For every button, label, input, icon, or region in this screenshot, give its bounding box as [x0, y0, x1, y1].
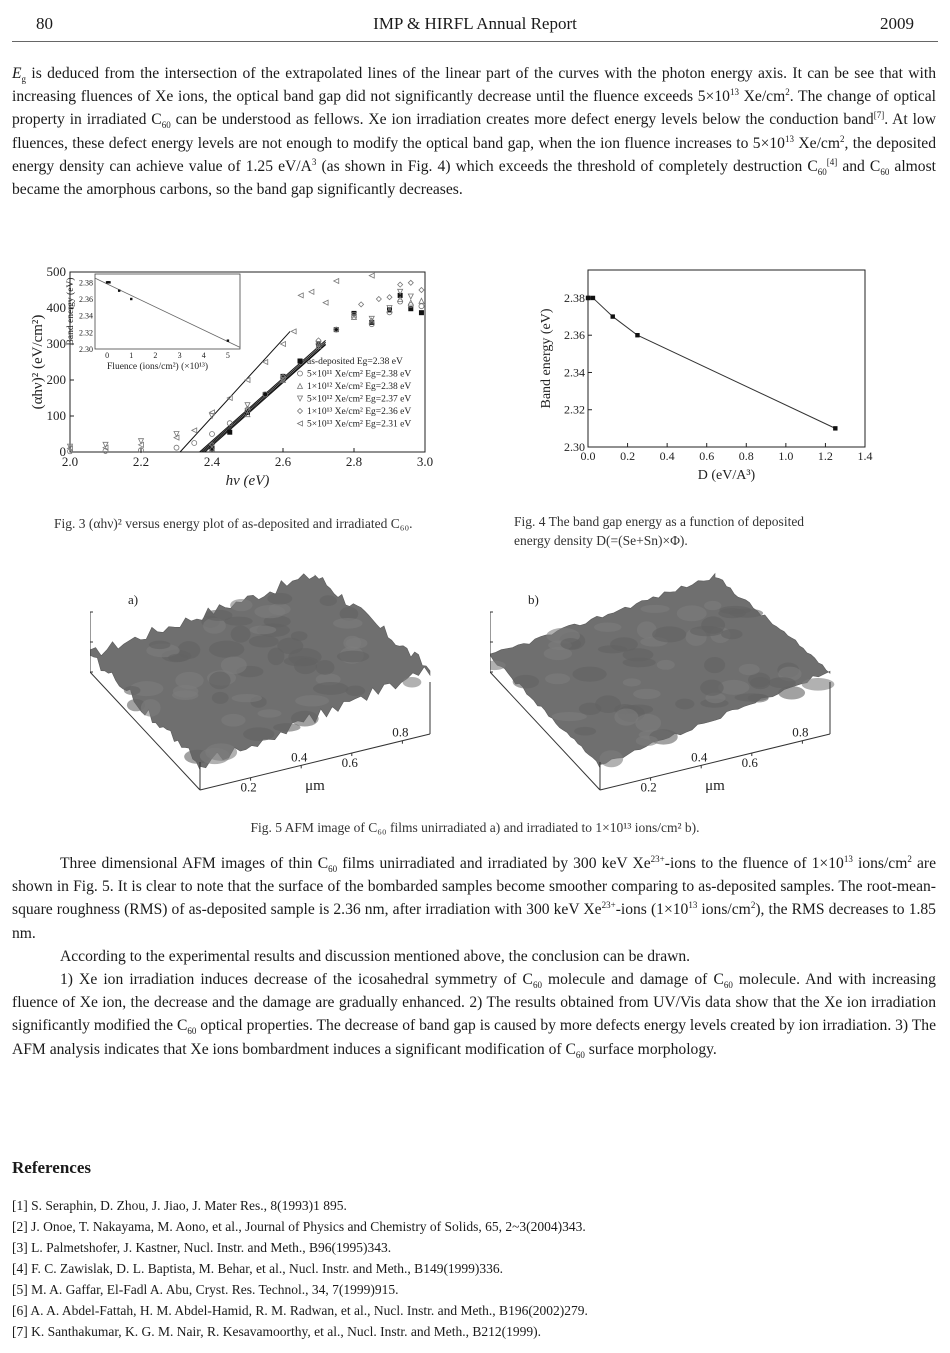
- superscript: 2: [785, 87, 790, 98]
- afm-grain: [337, 651, 369, 663]
- legend-entry: 5×10¹¹ Xe/cm² Eg=2.38 eV: [307, 369, 412, 380]
- subscript: g: [21, 74, 27, 85]
- x-tick-label: 0.8: [738, 449, 754, 463]
- afm-grain: [614, 709, 638, 726]
- x-tick-label: 0.2: [620, 449, 636, 463]
- inset-x-tick-label: 2: [153, 351, 158, 360]
- afm-grain: [343, 636, 361, 650]
- superscript: 2: [750, 900, 756, 911]
- y-tick-label: 0: [59, 444, 66, 459]
- afm-grain: [778, 686, 805, 699]
- superscript: 2: [839, 133, 845, 144]
- x-tick-label: 0.4: [691, 749, 708, 765]
- data-point: [419, 310, 424, 315]
- inset-y-tick-label: 2.30: [79, 345, 93, 354]
- afm-grain: [205, 610, 233, 621]
- reference-item: [1] S. Seraphin, D. Zhou, J. Jiao, J. Mater Res., 8(1993)1 895.: [12, 1198, 347, 1213]
- inset-y-tick-label: 2.34: [79, 311, 93, 321]
- text-run: ions/cm: [852, 855, 908, 872]
- inset-frame: [95, 274, 240, 349]
- afm-grain: [230, 599, 252, 611]
- afm-grain: [124, 686, 141, 695]
- inset-data-point: [130, 298, 132, 300]
- data-point: [611, 314, 615, 318]
- inset-x-tick-label: 4: [201, 351, 206, 360]
- text-run: Xe/cm: [738, 88, 786, 106]
- y-tick-label: 100: [46, 408, 66, 423]
- x-tick-label: 0.8: [792, 724, 809, 740]
- superscript: 13: [688, 900, 698, 911]
- afm-grain: [200, 748, 230, 764]
- text-run: can be understood as fellows. Xe ion irradiation creates more defect energy levels below the conduction band: [170, 111, 874, 129]
- afm-grain: [168, 654, 188, 662]
- afm-grain: [221, 656, 247, 674]
- subscript: 60: [161, 120, 171, 131]
- y-tick-label: 2.34: [564, 365, 585, 380]
- text-run: , the deposited energy density can achieve value of 1.25 eV/A: [12, 134, 936, 175]
- y-tick-label: 300: [46, 336, 66, 351]
- reference-item: [4] F. C. Zawislak, D. L. Baptista, M. Behar, et al., Nucl. Instr. and Meth., B149(1999)336.: [12, 1261, 504, 1276]
- x-tick-label: 1.4: [857, 449, 873, 463]
- x-axis-label: hν (eV): [225, 473, 270, 489]
- reference-item: [3] L. Palmetshofer, J. Kastner, Nucl. Instr. and Meth., B96(1995)343.: [12, 1240, 392, 1255]
- afm-grain: [623, 678, 641, 686]
- afm-grain: [333, 618, 362, 629]
- afm-grain: [231, 626, 251, 643]
- afm-grain: [212, 692, 229, 704]
- inset-data-point: [227, 339, 229, 341]
- fig4-caption: [514, 512, 934, 550]
- x-tick-label: 2.6: [274, 454, 292, 469]
- reference-item: [5] M. A. Gaffar, El-Fadl A. Abu, Cryst. Res. Technol., 34, 7(1999)915.: [12, 1282, 399, 1297]
- afm-grain: [640, 605, 669, 613]
- citation-link[interactable]: [4]: [826, 156, 838, 167]
- afm-grain: [704, 657, 725, 673]
- data-point: [635, 333, 639, 337]
- inset-y-tick-label: 2.38: [79, 278, 93, 288]
- inset-x-label: Fluence (ions/cm²) (×10¹³): [107, 362, 208, 372]
- x-tick-label: 0.8: [392, 724, 409, 740]
- axis-unit-label: μm: [305, 778, 325, 794]
- inset-x-tick-label: 3: [177, 351, 182, 360]
- afm-grain: [209, 671, 231, 689]
- y-axis-label: (αhν)² (eV/cm²): [30, 314, 46, 410]
- afm-grain: [560, 638, 581, 649]
- superscript: 2: [907, 853, 912, 864]
- afm-grain: [273, 723, 300, 731]
- afm-grain: [802, 678, 835, 691]
- paragraph-band-gap: [12, 62, 936, 201]
- afm-grain: [739, 664, 760, 675]
- y-axis-label: Band energy (eV): [539, 308, 554, 409]
- afm-grain: [320, 595, 337, 606]
- afm-image-a: [90, 572, 470, 807]
- x-tick-label: 0.6: [741, 755, 758, 771]
- superscript: 13: [784, 133, 794, 144]
- afm-grain: [600, 750, 624, 767]
- text-run: -ions to the fluence of 1×10: [664, 855, 844, 872]
- afm-grain: [545, 673, 570, 684]
- afm-grain: [254, 605, 285, 618]
- subscript: 60: [532, 980, 542, 991]
- subscript: 60: [817, 166, 827, 177]
- fig4-caption-line2: energy density D(=(Se+Sn)×Φ).: [514, 533, 688, 548]
- fig5-caption: Fig. 5 AFM image of C₆₀ films unirradiated a) and irradiated to 1×10¹³ ions/cm² b).: [250, 820, 700, 835]
- x-tick-label: 1.0: [778, 449, 794, 463]
- data-point: [833, 426, 837, 430]
- fig4-caption-line1: Fig. 4 The band gap energy as a function of deposited: [514, 514, 805, 529]
- afm-grain: [232, 694, 262, 702]
- x-tick-label: 0.6: [699, 449, 715, 463]
- x-axis-label: D (eV/A³): [697, 468, 756, 483]
- text-run: almost became the amorphous carbons, so the band gap significantly decreases.: [12, 157, 936, 199]
- subscript: 60: [575, 1049, 585, 1060]
- page-number: 80: [36, 14, 53, 33]
- x-tick-label: 3.0: [416, 454, 434, 469]
- text-run: and C: [837, 157, 881, 175]
- x-tick-label: 2.2: [132, 454, 150, 469]
- panel-label: b): [528, 592, 539, 607]
- inset-x-tick-label: 0: [105, 351, 110, 360]
- afm-grain: [513, 675, 539, 689]
- legend-entry: 1×10¹³ Xe/cm² Eg=2.36 eV: [307, 407, 412, 417]
- afm-grain: [141, 699, 161, 717]
- x-tick-label: 2.0: [61, 454, 79, 469]
- subscript: 60: [723, 980, 733, 991]
- reference-item: [7] K. Santhakumar, K. G. M. Nair, R. Kesavamoorthy, et al., Nucl. Instr. and Meth., B212(1999).: [12, 1324, 541, 1339]
- text-run: Three dimensional AFM images of thin C: [60, 855, 329, 872]
- afm-grain: [291, 631, 308, 641]
- y-tick-label: 200: [46, 372, 66, 387]
- references-list: [12, 1195, 588, 1342]
- afm-grain: [173, 685, 199, 698]
- legend-entry: as-deposited Eg=2.38 eV: [307, 357, 403, 367]
- afm-grain: [346, 686, 366, 697]
- inset-x-tick-label: 5: [225, 351, 230, 360]
- text-run: surface morphology.: [584, 1040, 717, 1058]
- x-tick-label: 0.6: [341, 755, 358, 771]
- x-tick-label: 0.4: [291, 749, 308, 765]
- superscript: 13: [729, 87, 739, 98]
- afm-grain: [657, 660, 675, 670]
- running-header: [36, 10, 914, 38]
- citation-link[interactable]: [7]: [873, 110, 885, 121]
- afm-grain: [633, 689, 661, 699]
- superscript: 23+: [601, 900, 616, 911]
- afm-grain: [677, 605, 707, 621]
- panel-label: a): [128, 592, 139, 607]
- x-tick-label: 1.2: [817, 449, 833, 463]
- afm-image-b: [490, 572, 870, 807]
- data-point: [227, 430, 232, 435]
- inset-y-tick-label: 2.32: [79, 328, 93, 338]
- text-run: . At low fluences, these defect energy levels are not enough to modify the optical band gap, when the ion fluence increases to 5×10: [12, 111, 936, 152]
- subscript: 60: [880, 166, 890, 177]
- inset-x-tick-label: 1: [129, 351, 134, 360]
- inset-y-tick-label: 2.36: [79, 295, 93, 304]
- afm-grain: [594, 623, 621, 632]
- afm-grain: [690, 626, 723, 636]
- y-tick-label: 400: [46, 300, 66, 315]
- subscript: 60: [187, 1026, 197, 1037]
- afm-grain: [652, 626, 686, 642]
- x-tick-label: 0.2: [240, 779, 257, 795]
- x-tick-label: 0.4: [659, 449, 675, 463]
- paragraph-afm: [12, 852, 936, 1061]
- header-rule: [12, 41, 938, 42]
- afm-grain: [294, 658, 317, 674]
- axis-unit-label: μm: [705, 778, 725, 794]
- superscript: 23+: [650, 853, 665, 864]
- text-run: Xe/cm: [793, 134, 840, 152]
- text-run: . The change of optical property in irradiated C: [12, 88, 936, 129]
- x-tick-label: 2.8: [345, 454, 363, 469]
- afm-grain: [704, 601, 721, 610]
- journal-year: 2009: [880, 14, 914, 33]
- fig3-chart: [20, 262, 460, 502]
- eg-symbol: E: [12, 65, 22, 82]
- superscript: 13: [843, 853, 853, 864]
- afm-grain: [748, 694, 769, 703]
- text-run: (as shown in Fig. 4) which exceeds the threshold of completely destruction C: [316, 157, 818, 175]
- text-run: 1) Xe ion irradiation induces decrease of the icosahedral symmetry of C: [60, 971, 533, 989]
- y-tick-label: 2.38: [564, 290, 585, 305]
- journal-title: IMP & HIRFL Annual Report: [373, 14, 577, 33]
- afm-grain: [574, 727, 596, 736]
- y-tick-label: 500: [46, 264, 66, 279]
- afm-grain: [268, 648, 285, 666]
- afm-grain: [768, 677, 795, 688]
- legend-entry: 1×10¹² Xe/cm² Eg=2.38 eV: [307, 382, 412, 392]
- afm-grain: [221, 714, 245, 727]
- text-run: molecule and damage of C: [541, 971, 724, 989]
- y-tick-label: 2.30: [564, 440, 585, 454]
- afm-grain: [721, 629, 742, 639]
- fig4-chart: [530, 262, 890, 492]
- text-run: is deduced from the intersection of the extrapolated lines of the linear part of the curves with the photon energy axis. It can be see that with increasing fluences of Xe ions, the optical band gap did not significantly decrease until the fluence exceeds 5×10: [12, 65, 936, 106]
- afm-grain: [552, 712, 587, 721]
- text-run: ions/cm: [697, 901, 751, 919]
- x-tick-label: 2.4: [203, 454, 221, 469]
- text-run: optical properties. The decrease of band gap is caused by more defects energy levels created by ion irradiation. 3) The AFM analysis indicates that Xe ions bombardment induces a significant modification of C: [12, 1017, 936, 1058]
- afm-grain: [750, 677, 770, 689]
- text-run: are shown in Fig. 5. It is clear to note that the surface of the bombarded samples become smoother comparing to as-deposited samples. The root-mean-square roughness (RMS) of as-deposited sample is 2.36 nm, after irradiation with 300 keV Xe: [12, 855, 937, 919]
- afm-grain: [636, 736, 658, 746]
- afm-grain: [315, 660, 334, 675]
- afm-grain: [700, 680, 724, 696]
- paragraph-conclusion-intro: According to the experimental results and discussion mentioned above, the conclusion can be drawn.: [60, 947, 691, 965]
- y-tick-label: 2.36: [564, 328, 585, 343]
- afm-grain: [258, 709, 282, 717]
- x-tick-label: 0.0: [580, 449, 596, 463]
- inset-data-point: [108, 281, 110, 283]
- afm-grain: [267, 593, 292, 605]
- afm-grain: [149, 641, 171, 650]
- afm-grain: [729, 609, 763, 618]
- y-tick-label: 2.32: [564, 402, 585, 417]
- superscript: 3: [311, 156, 317, 167]
- legend-entry: 5×10¹³ Xe/cm² Eg=2.31 eV: [307, 419, 412, 430]
- afm-grain: [313, 682, 349, 695]
- subscript: 60: [328, 864, 338, 875]
- afm-grain: [675, 699, 694, 710]
- data-point: [591, 296, 595, 300]
- reference-item: [6] A. A. Abdel-Fattah, H. M. Abdel-Hamid, R. M. Radwan, et al., Nucl. Instr. and Meth., B196(2002)279.: [12, 1303, 588, 1318]
- text-run: films unirradiated and irradiated by 300 keV Xe: [337, 855, 651, 872]
- reference-item: [2] J. Onoe, T. Nakayama, M. Aono, et al., Journal of Physics and Chemistry of Solids, 65, 2~3(2004)343.: [12, 1219, 586, 1234]
- text-run: molecule. And with increasing fluence of Xe ion, the decrease and the damage are gradually enhanced. 2) The results obtained from UV/Vis data show that the Xe ion irradiation significantly modified the C: [12, 971, 936, 1035]
- fig3-caption: Fig. 3 (αhν)² versus energy plot of as-deposited and irradiated C₆₀.: [54, 516, 413, 531]
- afm-grain: [243, 727, 274, 741]
- afm-grain: [209, 641, 244, 658]
- afm-grain: [295, 695, 329, 706]
- data-point: [586, 296, 590, 300]
- inset-data-point: [118, 289, 120, 291]
- text-run: -ions (1×10: [615, 901, 689, 919]
- text-run: ), the RMS decreases to 1.85 nm.: [12, 901, 936, 942]
- legend-marker: [298, 359, 303, 364]
- afm-grain: [635, 714, 661, 732]
- inset-y-label: Band energy (eV): [66, 277, 76, 346]
- afm-grain: [598, 645, 627, 653]
- afm-grain: [403, 677, 422, 687]
- afm-grain: [249, 635, 279, 647]
- paragraph-conclusions: [12, 968, 936, 1061]
- plot-frame: [588, 270, 865, 447]
- x-tick-label: 0.2: [640, 779, 657, 795]
- references-heading: References: [12, 1158, 91, 1177]
- afm-grain: [572, 667, 606, 682]
- legend-entry: 5×10¹² Xe/cm² Eg=2.37 eV: [307, 394, 412, 405]
